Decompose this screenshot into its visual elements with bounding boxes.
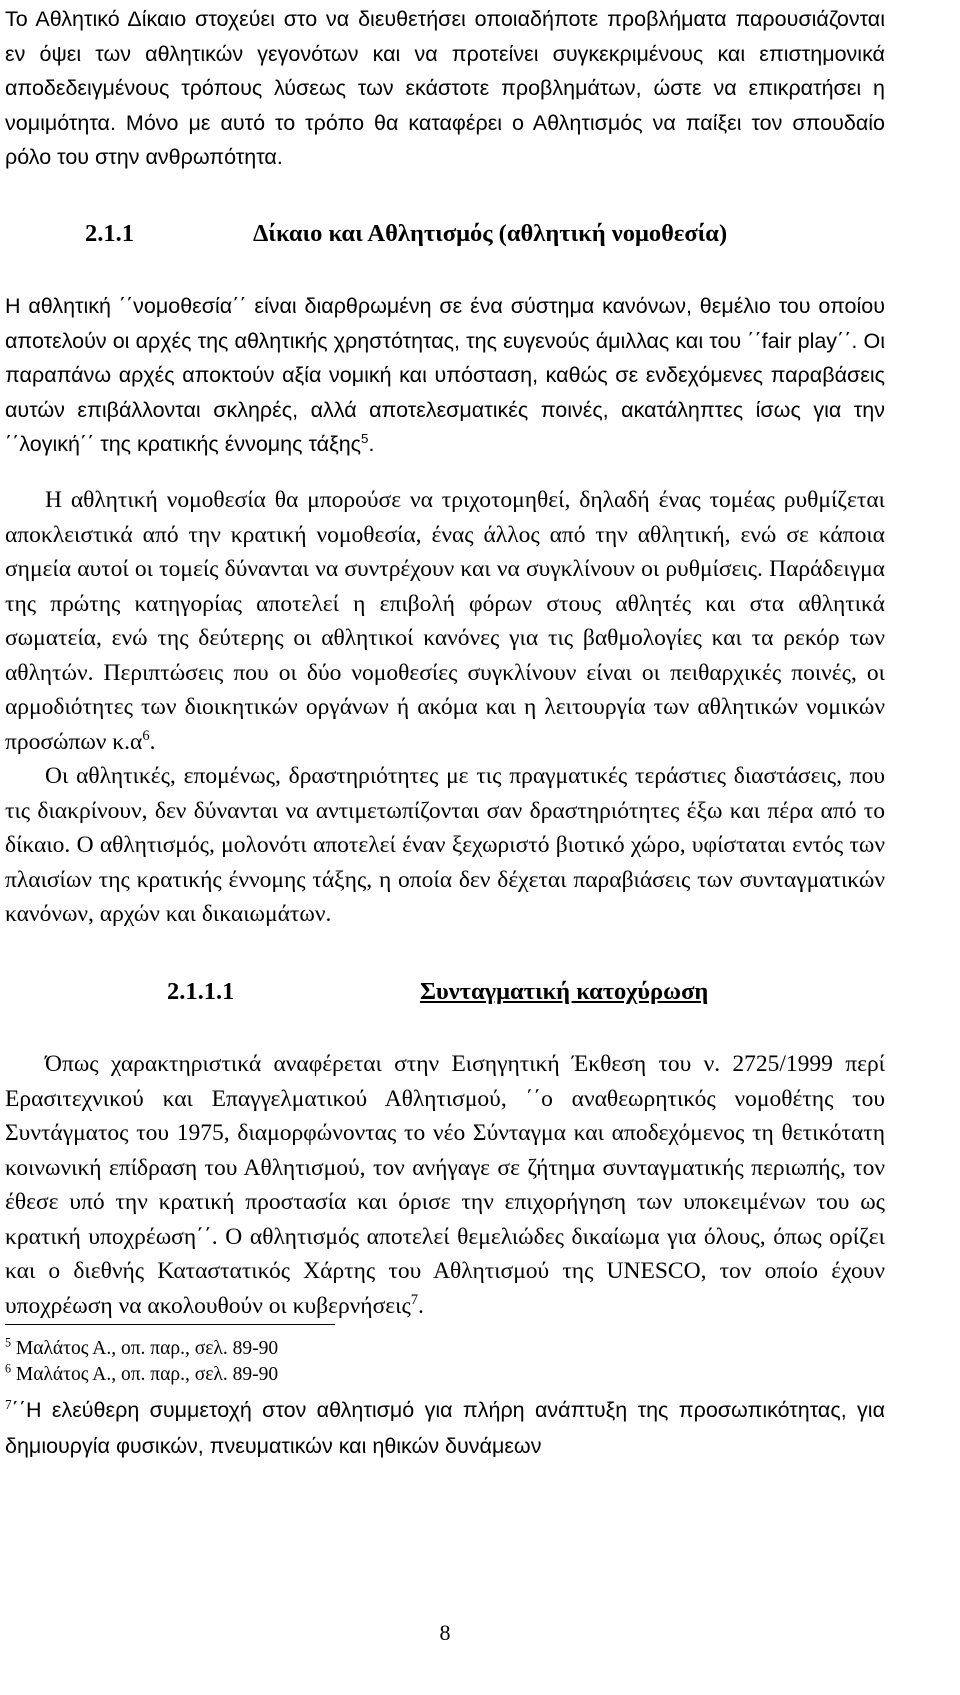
footnote-6-text: Μαλάτος Α., οπ. παρ., σελ. 89-90 <box>11 1364 279 1385</box>
footnote-7-text: ΄΄Η ελεύθερη συμμετοχή στον αθλητισμό για πλήρη ανάπτυξη της προσωπικότητας, για δημιουργία φυσικών, πνευματικών και ηθικών δυνάμεων <box>5 1398 885 1458</box>
footnote-7-number: 7 <box>5 1396 12 1412</box>
intro-text: Το Αθλητικό Δίκαιο στοχεύει στο να διευθετήσει οποιαδήποτε προβλήματα παρουσιάζονται εν όψει των αθλητικών γεγονότων και να προτείνει συγκεκριμένους και επιστημονικά αποδεδειγμένους τρόπους λύσεως των εκάστοτε προβλημάτων, ώστε να επικρατήσει η νομιμότητα. Μόνο με αυτό το τρόπο θα καταφέρει ο Αθλητισμός να παίξει τον σπουδαίο ρόλο του στην ανθρωπότητα. <box>5 7 885 169</box>
body-paragraph-4 <box>5 1047 885 1323</box>
body-paragraph-1-text: Η αθλητική ΄΄νομοθεσία΄΄ είναι διαρθρωμένη σε ένα σύστημα κανόνων, θεμέλιο του οποίου αποτελούν οι αρχές της αθλητικής χρηστότητας, της ευγενούς άμιλλας και του ΄΄fair play΄΄. Οι παραπάνω αρχές αποκτούν αξία νομική και υπόσταση, καθώς σε ενδεχόμενες παραβάσεις αυτών επιβάλλονται σκληρές, αλλά αποτελεσματικές ποινές, ακατάληπτες ίσως για την ΄΄λογική΄΄ της κρατικής έννομης τάξης <box>5 294 885 456</box>
footnote-7 <box>5 1392 885 1464</box>
section-title: Δίκαιο και Αθλητισμός (αθλητική νομοθεσία) <box>253 220 728 247</box>
footnote-5-number: 5 <box>5 1335 12 1350</box>
footnote-5-text: Μαλάτος Α., οπ. παρ., σελ. 89-90 <box>11 1338 279 1359</box>
footnote-ref-5: 5 <box>361 430 369 446</box>
body-paragraph-1 <box>5 289 885 462</box>
footnote-6-number: 6 <box>5 1361 12 1376</box>
body-paragraph-2 <box>5 483 885 759</box>
subsection-title: Συνταγματική κατοχύρωση <box>420 978 709 1005</box>
footnote-ref-7: 7 <box>410 1291 419 1308</box>
body-paragraph-3 <box>5 759 885 932</box>
body-paragraph-1-end: . <box>368 432 375 456</box>
body-paragraph-2-text: Η αθλητική νομοθεσία θα μπορούσε να τριχοτομηθεί, δηλαδή ένας τομέας ρυθμίζεται αποκλειστικά από την κρατική νομοθεσία, ένας άλλος από την αθλητική, ενώ σε κάποια σημεία αυτοί οι τομείς δύνανται να συντρέχουν και να συγκλίνουν οι ρυθμίσεις. Παράδειγμα της πρώτης κατηγορίας αποτελεί η επιβολή φόρων στους αθλητές και στα αθλητικά σωματεία, ενώ της δεύτερης οι αθλητικοί κανόνες για τις βαθμολογίες και τα ρεκόρ των αθλητών. Περιπτώσεις που οι δύο νομοθεσίες συγκλίνουν είναι οι πειθαρχικές ποινές, οι αρμοδιότητες των διοικητικών οργάνων ή ακόμα και η λειτουργία των αθλητικών νομικών προσώπων κ.α <box>5 487 885 755</box>
section-number: 2.1.1 <box>85 220 134 247</box>
body-paragraph-4-text: Όπως χαρακτηριστικά αναφέρεται στην Εισηγητική Έκθεση του ν. 2725/1999 περί Ερασιτεχνικού και Επαγγελματικού Αθλητισμού, ΄΄ο αναθεωρητικός νομοθέτης του Συντάγματος του 1975, διαμορφώνοντας το νέο Σύνταγμα και αποδεχόμενος τη θετικότατη κοινωνική επίδραση του Αθλητισμού, τον ανήγαγε σε ζήτημα συνταγματικής περιωπής, τον έθεσε υπό την κρατική προστασία και όρισε την επιχορήγηση των υποκειμένων του ως κρατική υποχρέωση΄΄. Ο αθλητισμός αποτελεί θεμελιώδες δικαίωμα για όλους, όπως ορίζει και ο διεθνής Καταστατικός Χάρτης του Αθλητισμού της UNESCO, τον οποίο έχουν υποχρέωση να ακολουθούν οι κυβερνήσεις <box>5 1051 885 1319</box>
body-paragraph-2-end: . <box>149 728 156 755</box>
page-number: 8 <box>439 1620 451 1645</box>
footnote-separator <box>5 1324 335 1325</box>
intro-paragraph <box>5 2 885 175</box>
footnote-ref-6: 6 <box>142 727 150 744</box>
body-paragraph-3-text: Οι αθλητικές, επομένως, δραστηριότητες με τις πραγματικές τεράστιες διαστάσεις, που τις διακρίνουν, δεν δύνανται να αντιμετωπίζονται σαν δραστηριότητες έξω και πέρα από το δίκαιο. Ο αθλητισμός, μολονότι αποτελεί έναν ξεχωριστό βιοτικό χώρο, υφίσταται εντός των πλαισίων της κρατικής έννομης τάξης, η οποία δεν δέχεται παραβιάσεις των συνταγματικών κανόνων, αρχών και δικαιωμάτων. <box>5 763 885 927</box>
footnote-5 <box>5 1336 278 1362</box>
body-paragraph-4-end: . <box>418 1292 424 1319</box>
subsection-number: 2.1.1.1 <box>167 978 235 1005</box>
footnote-6 <box>5 1362 278 1388</box>
